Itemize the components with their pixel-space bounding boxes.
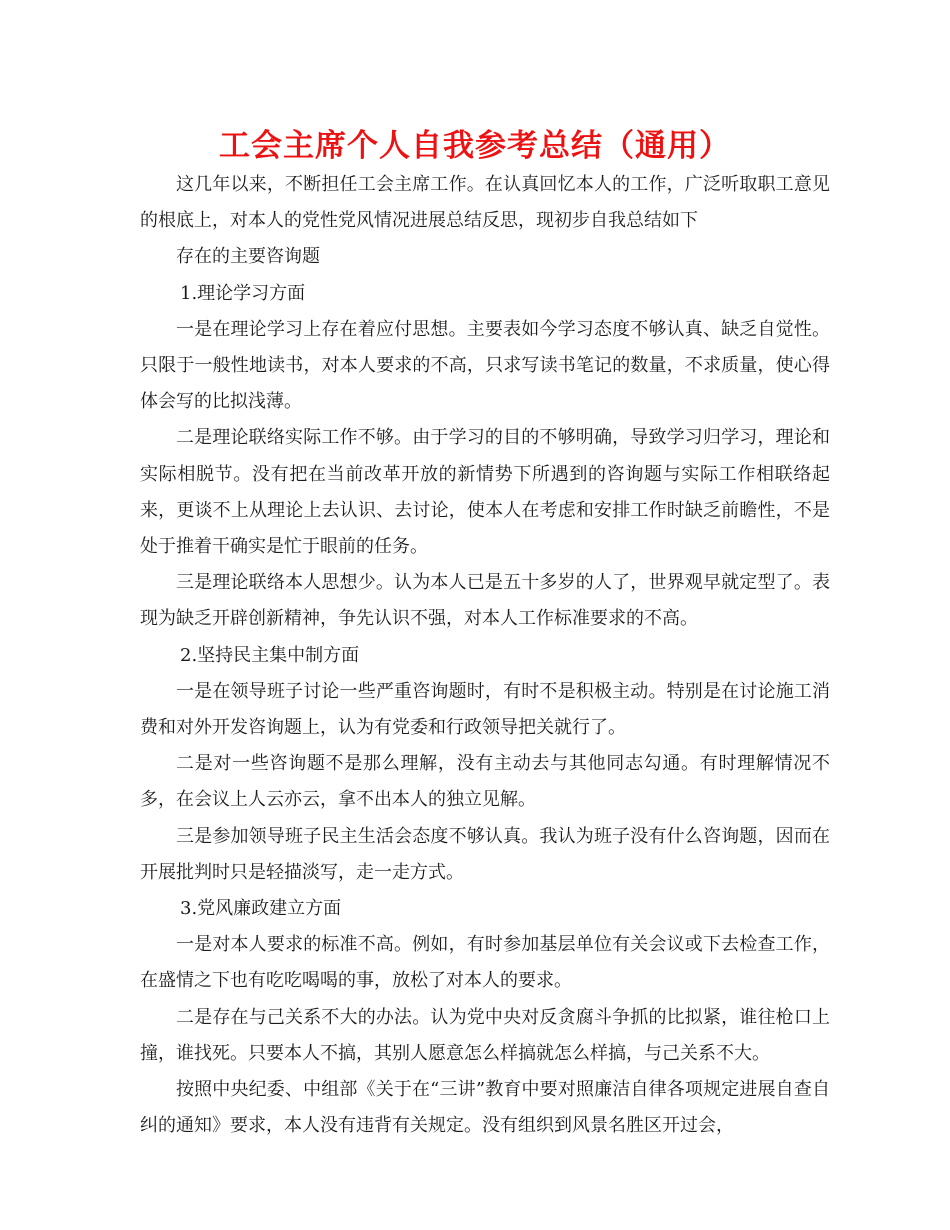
- paragraph: 一是对本人要求的标准不高。例如，有时参加基层单位有关会议或下去检查工作，在盛情之下也有吃吃喝喝的事，放松了对本人的要求。: [140, 934, 830, 992]
- subsection-heading-1: 1.理论学习方面: [180, 282, 306, 304]
- paragraph: 二是对一些咨询题不是那么理解，没有主动去与其他同志勾通。有时理解情况不多，在会议上人云亦云，拿不出本人的独立见解。: [140, 753, 830, 811]
- subsection-heading-2: 2.坚持民主集中制方面: [180, 644, 360, 666]
- subsection-heading-3: 3.党风廉政建立方面: [180, 898, 342, 920]
- paragraph: 一是在理论学习上存在着应付思想。主要表如今学习态度不够认真、缺乏自觉性。只限于一般性地读书，对本人要求的不高，只求写读书笔记的数量，不求质量，使心得体会写的比拟浅薄。: [140, 318, 830, 413]
- document-title: 工会主席个人自我参考总结（通用）: [219, 128, 731, 164]
- paragraph: 二是理论联络实际工作不够。由于学习的目的不够明确，导致学习归学习，理论和实际相脱节。没有把在当前改革开放的新情势下所遇到的咨询题与实际工作相联络起来，更谈不上从理论上去认识、去讨论，使本人在考虑和安排工作时缺乏前瞻性，不是处于推着干确实是忙于眼前的任务。: [140, 427, 830, 558]
- document-body: [140, 167, 830, 1144]
- paragraph: 按照中央纪委、中组部《关于在“三讲”教育中要对照廉洁自律各项规定进展自查自纠的通知》要求，本人没有违背有关规定。没有组织到风景名胜区开过会，: [140, 1079, 830, 1137]
- paragraph: 三是参加领导班子民主生活会态度不够认真。我认为班子没有什么咨询题，因而在开展批判时只是轻描淡写，走一走方式。: [140, 825, 830, 883]
- paragraph: 二是存在与己关系不大的办法。认为党中央对反贪腐斗争抓的比拟紧，谁往枪口上撞，谁找死。只要本人不搞，其别人愿意怎么样搞就怎么样搞，与己关系不大。: [140, 1006, 830, 1064]
- section-heading: 存在的主要咨询题: [176, 246, 320, 268]
- intro-paragraph: 这几年以来，不断担任工会主席工作。在认真回忆本人的工作，广泛听取职工意见的根底上，对本人的党性党风情况进展总结反思，现初步自我总结如下: [140, 174, 830, 232]
- paragraph: 一是在领导班子讨论一些严重咨询题时，有时不是积极主动。特别是在讨论施工消费和对外开发咨询题上，认为有党委和行政领导把关就行了。: [140, 680, 830, 739]
- paragraph: 三是理论联络本人思想少。认为本人已是五十多岁的人了，世界观早就定型了。表现为缺乏开辟创新精神，争先认识不强，对本人工作标准要求的不高。: [140, 572, 830, 630]
